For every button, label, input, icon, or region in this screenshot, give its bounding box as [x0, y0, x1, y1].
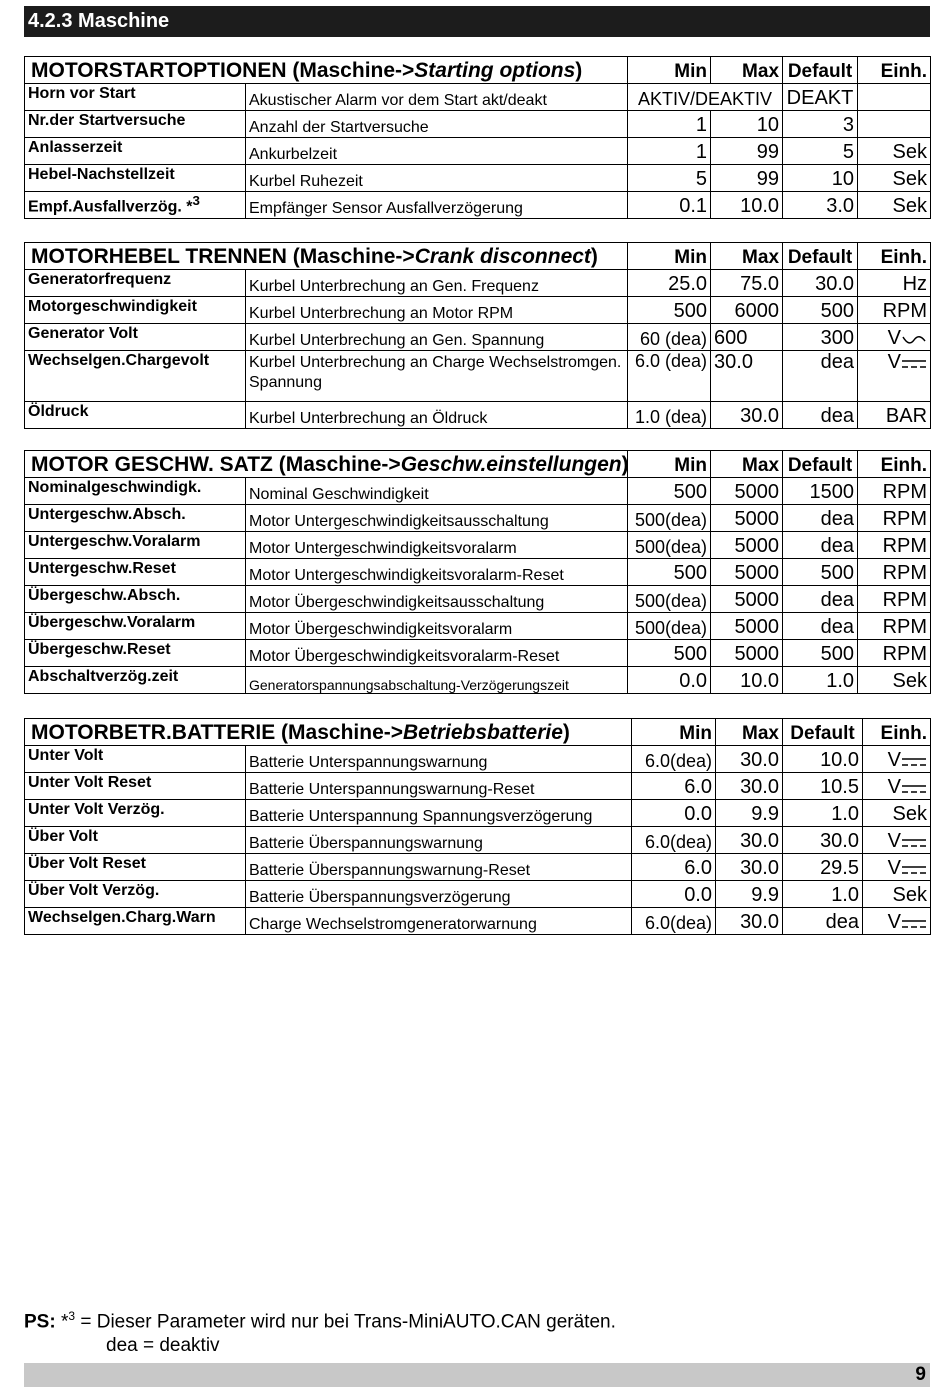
param-min: 500 [628, 478, 711, 505]
footnote-line-1: PS: *$^3$ = Dieser Parameter wird nur bei Trans-MiniAUTO.CAN geräten. [24, 1309, 616, 1333]
col-min: Min [632, 719, 716, 746]
param-min: 1 [628, 111, 711, 138]
param-default: 5 [783, 138, 858, 165]
param-desc: Ankurbelzeit [246, 138, 628, 165]
table-row [25, 402, 931, 429]
table-row [25, 881, 931, 908]
table-row [25, 559, 931, 586]
param-name: Abschaltverzög.zeit [25, 667, 246, 694]
param-unit: BAR [858, 402, 931, 429]
param-min: 60 (dea) [628, 324, 711, 351]
footnote-marker: 3 [192, 193, 200, 208]
page-number: 9 [915, 1364, 926, 1385]
param-default: 500 [783, 640, 858, 667]
param-default: dea [783, 586, 858, 613]
param-unit: Sek [863, 881, 931, 908]
param-desc: Batterie Unterspannungswarnung [246, 746, 632, 773]
param-desc: Empfänger Sensor Ausfallverzögerung [246, 192, 628, 219]
param-name: Wechselgen.Charg.Warn [25, 908, 246, 935]
param-desc: Anzahl der Startversuche [246, 111, 628, 138]
param-default: dea [783, 505, 858, 532]
param-unit: Sek [858, 667, 931, 694]
param-max: 30.0 [711, 351, 783, 402]
param-default: DEAKT [783, 84, 858, 111]
col-unit: Einh. [863, 719, 931, 746]
col-default: Default [783, 719, 863, 746]
param-name: Nr.der Startversuche [25, 111, 246, 138]
col-default: Default [783, 243, 858, 270]
table-row [25, 165, 931, 192]
param-max: 75.0 [711, 270, 783, 297]
param-max: 30.0 [716, 827, 783, 854]
col-min: Min [628, 243, 711, 270]
param-max: 30.0 [716, 773, 783, 800]
param-name: Übergeschw.Voralarm [25, 613, 246, 640]
param-default: 3 [783, 111, 858, 138]
param-desc: Motor Untergeschwindigkeitsvoralarm [246, 532, 628, 559]
param-unit: RPM [858, 532, 931, 559]
param-min: 5 [628, 165, 711, 192]
param-max: 5000 [711, 532, 783, 559]
param-max: 5000 [711, 613, 783, 640]
param-min: 500(dea) [628, 586, 711, 613]
col-max: Max [716, 719, 783, 746]
param-min: 500 [628, 297, 711, 324]
param-name: Untergeschw.Voralarm [25, 532, 246, 559]
param-max: 6000 [711, 297, 783, 324]
param-unit: V [863, 827, 931, 854]
param-max: 9.9 [716, 800, 783, 827]
param-desc: Kurbel Unterbrechung an Öldruck [246, 402, 628, 429]
crank-disconnect-table [24, 242, 931, 429]
param-default: 3.0 [783, 192, 858, 219]
param-unit: RPM [858, 613, 931, 640]
param-name: Unter Volt Verzög. [25, 800, 246, 827]
param-desc: Nominal Geschwindigkeit [246, 478, 628, 505]
param-desc: Akustischer Alarm vor dem Start akt/deakt [246, 84, 628, 111]
table-row [25, 192, 931, 219]
param-desc: Batterie Unterspannung Spannungsverzögerung [246, 800, 632, 827]
param-min: 0.1 [628, 192, 711, 219]
param-default: dea [783, 402, 858, 429]
param-name: Motorgeschwindigkeit [25, 297, 246, 324]
battery-table [24, 718, 931, 935]
param-default: 10 [783, 165, 858, 192]
table-row [25, 854, 931, 881]
param-default: dea [783, 351, 858, 402]
table-title: MOTOR GESCHW. SATZ (Maschine->Geschw.einstellungen) [25, 451, 628, 478]
param-unit: RPM [858, 586, 931, 613]
param-min: 0.0 [632, 800, 716, 827]
footnote-label: PS: [24, 1311, 56, 1333]
dc-symbol-icon [901, 755, 927, 767]
param-unit: Sek [858, 165, 931, 192]
footnote-text: = Dieser Parameter wird nur bei Trans-MiniAUTO.CAN geräten. [80, 1311, 616, 1333]
param-unit: Sek [858, 192, 931, 219]
dc-symbol-icon [901, 836, 927, 848]
param-unit: RPM [858, 505, 931, 532]
param-max: 30.0 [716, 854, 783, 881]
param-unit: V [863, 854, 931, 881]
param-min: 500(dea) [628, 505, 711, 532]
table-row [25, 613, 931, 640]
ac-wave-icon [901, 333, 927, 345]
param-unit: RPM [858, 478, 931, 505]
param-max: 5000 [711, 505, 783, 532]
table-row [25, 667, 931, 694]
table-row [25, 138, 931, 165]
motor-start-options-table [24, 56, 931, 219]
param-min: 6.0 (dea) [628, 351, 711, 402]
param-unit: V [863, 908, 931, 935]
param-name: Empf.Ausfallverzög. *$^3$ [25, 192, 246, 219]
table-row [25, 640, 931, 667]
param-default: 1.0 [783, 667, 858, 694]
table-row [25, 351, 931, 402]
param-unit: Sek [858, 138, 931, 165]
col-default: Default [783, 57, 858, 84]
col-min: Min [628, 57, 711, 84]
param-unit: V [858, 351, 931, 402]
param-max: 30.0 [716, 908, 783, 935]
param-default: dea [783, 613, 858, 640]
param-desc: Kurbel Ruhezeit [246, 165, 628, 192]
footnote [24, 1304, 616, 1358]
section-header: 4.2.3 Maschine [24, 6, 930, 37]
param-default: dea [783, 908, 863, 935]
param-min: 6.0(dea) [632, 908, 716, 935]
table-row [25, 505, 931, 532]
param-unit: V [863, 773, 931, 800]
param-default: 500 [783, 297, 858, 324]
table-row [25, 84, 931, 111]
param-min: 500 [628, 559, 711, 586]
param-max: 600 [711, 324, 783, 351]
param-min: 1.0 (dea) [628, 402, 711, 429]
param-min: 1 [628, 138, 711, 165]
param-max: 30.0 [711, 402, 783, 429]
param-name: Generatorfrequenz [25, 270, 246, 297]
table-row [25, 586, 931, 613]
table-row [25, 111, 931, 138]
param-max: 5000 [711, 640, 783, 667]
param-name: Nominalgeschwindigk. [25, 478, 246, 505]
table-row [25, 800, 931, 827]
param-max: 9.9 [716, 881, 783, 908]
param-desc: Motor Untergeschwindigkeitsvoralarm-Reset [246, 559, 628, 586]
param-max: 99 [711, 138, 783, 165]
footnote-line-2: dea = deaktiv [106, 1335, 220, 1357]
param-name: Untergeschw.Reset [25, 559, 246, 586]
dc-symbol-icon [901, 917, 927, 929]
param-unit: RPM [858, 297, 931, 324]
col-unit: Einh. [858, 57, 931, 84]
table-row [25, 270, 931, 297]
table-row [25, 532, 931, 559]
param-min: 6.0(dea) [632, 827, 716, 854]
table-title: MOTORSTARTOPTIONEN (Maschine->Starting options) [25, 57, 628, 84]
param-unit: RPM [858, 640, 931, 667]
param-min: 6.0 [632, 854, 716, 881]
param-desc: Batterie Überspannungswarnung-Reset [246, 854, 632, 881]
param-min: 500 [628, 640, 711, 667]
param-max: 10.0 [711, 667, 783, 694]
param-max: 5000 [711, 559, 783, 586]
param-desc: Generatorspannungsabschaltung-Verzögerungszeit [246, 667, 628, 694]
param-desc: Charge Wechselstromgeneratorwarnung [246, 908, 632, 935]
param-name: Übergeschw.Absch. [25, 586, 246, 613]
param-unit [858, 111, 931, 138]
table-row [25, 908, 931, 935]
page-footer [24, 1363, 930, 1387]
param-max: 10 [711, 111, 783, 138]
table-row [25, 297, 931, 324]
param-default: 29.5 [783, 854, 863, 881]
dc-symbol-icon [901, 863, 927, 875]
param-min: 500(dea) [628, 532, 711, 559]
dc-symbol-icon [901, 782, 927, 794]
param-name: Öldruck [25, 402, 246, 429]
param-desc: Batterie Unterspannungswarnung-Reset [246, 773, 632, 800]
param-desc: Kurbel Unterbrechung an Gen. Spannung [246, 324, 628, 351]
param-default: dea [783, 532, 858, 559]
param-unit [858, 84, 931, 111]
param-minmax: AKTIV/DEAKTIV [628, 84, 783, 111]
param-max: 10.0 [711, 192, 783, 219]
param-name: Untergeschw.Absch. [25, 505, 246, 532]
param-name: Über Volt Reset [25, 854, 246, 881]
param-default: 30.0 [783, 270, 858, 297]
param-min: 25.0 [628, 270, 711, 297]
param-max: 30.0 [716, 746, 783, 773]
param-name: Übergeschw.Reset [25, 640, 246, 667]
param-name: Hebel-Nachstellzeit [25, 165, 246, 192]
param-desc: Motor Übergeschwindigkeitsvoralarm [246, 613, 628, 640]
param-desc: Kurbel Unterbrechung an Gen. Frequenz [246, 270, 628, 297]
param-unit: Hz [858, 270, 931, 297]
param-max: 5000 [711, 586, 783, 613]
param-unit: RPM [858, 559, 931, 586]
table-row [25, 827, 931, 854]
param-min: 6.0 [632, 773, 716, 800]
table-row [25, 773, 931, 800]
param-default: 1.0 [783, 800, 863, 827]
param-default: 1500 [783, 478, 858, 505]
param-default: 300 [783, 324, 858, 351]
param-unit: V [863, 746, 931, 773]
param-min: 500(dea) [628, 613, 711, 640]
col-min: Min [628, 451, 711, 478]
param-name: Über Volt Verzög. [25, 881, 246, 908]
param-desc: Motor Untergeschwindigkeitsausschaltung [246, 505, 628, 532]
col-default: Default [783, 451, 858, 478]
col-max: Max [711, 57, 783, 84]
table-row [25, 324, 931, 351]
col-max: Max [711, 451, 783, 478]
param-desc: Kurbel Unterbrechung an Charge Wechselstromgen. Spannung [246, 351, 628, 402]
param-name: Anlasserzeit [25, 138, 246, 165]
table-title: MOTORBETR.BATTERIE (Maschine->Betriebsbatterie) [25, 719, 632, 746]
param-desc: Kurbel Unterbrechung an Motor RPM [246, 297, 628, 324]
param-name: Unter Volt [25, 746, 246, 773]
col-max: Max [711, 243, 783, 270]
param-min: 6.0(dea) [632, 746, 716, 773]
param-name: Wechselgen.Chargevolt [25, 351, 246, 402]
param-max: 99 [711, 165, 783, 192]
table-header-row [25, 57, 931, 84]
param-default: 30.0 [783, 827, 863, 854]
param-unit: V [858, 324, 931, 351]
param-name: Unter Volt Reset [25, 773, 246, 800]
col-unit: Einh. [858, 451, 931, 478]
param-desc: Motor Übergeschwindigkeitsausschaltung [246, 586, 628, 613]
param-default: 10.5 [783, 773, 863, 800]
param-default: 1.0 [783, 881, 863, 908]
table-title: MOTORHEBEL TRENNEN (Maschine->Crank disconnect) [25, 243, 628, 270]
table-header-row [25, 719, 931, 746]
param-min: 0.0 [632, 881, 716, 908]
table-row [25, 746, 931, 773]
param-name: Generator Volt [25, 324, 246, 351]
param-desc: Motor Übergeschwindigkeitsvoralarm-Reset [246, 640, 628, 667]
param-default: 10.0 [783, 746, 863, 773]
param-name: Über Volt [25, 827, 246, 854]
table-header-row [25, 451, 931, 478]
table-header-row [25, 243, 931, 270]
param-name: Horn vor Start [25, 84, 246, 111]
param-desc: Batterie Überspannungsverzögerung [246, 881, 632, 908]
col-unit: Einh. [858, 243, 931, 270]
param-min: 0.0 [628, 667, 711, 694]
param-unit: Sek [863, 800, 931, 827]
dc-symbol-icon [901, 357, 927, 369]
param-default: 500 [783, 559, 858, 586]
motor-speed-settings-table [24, 450, 931, 694]
param-desc: Batterie Überspannungswarnung [246, 827, 632, 854]
param-max: 5000 [711, 478, 783, 505]
table-row [25, 478, 931, 505]
